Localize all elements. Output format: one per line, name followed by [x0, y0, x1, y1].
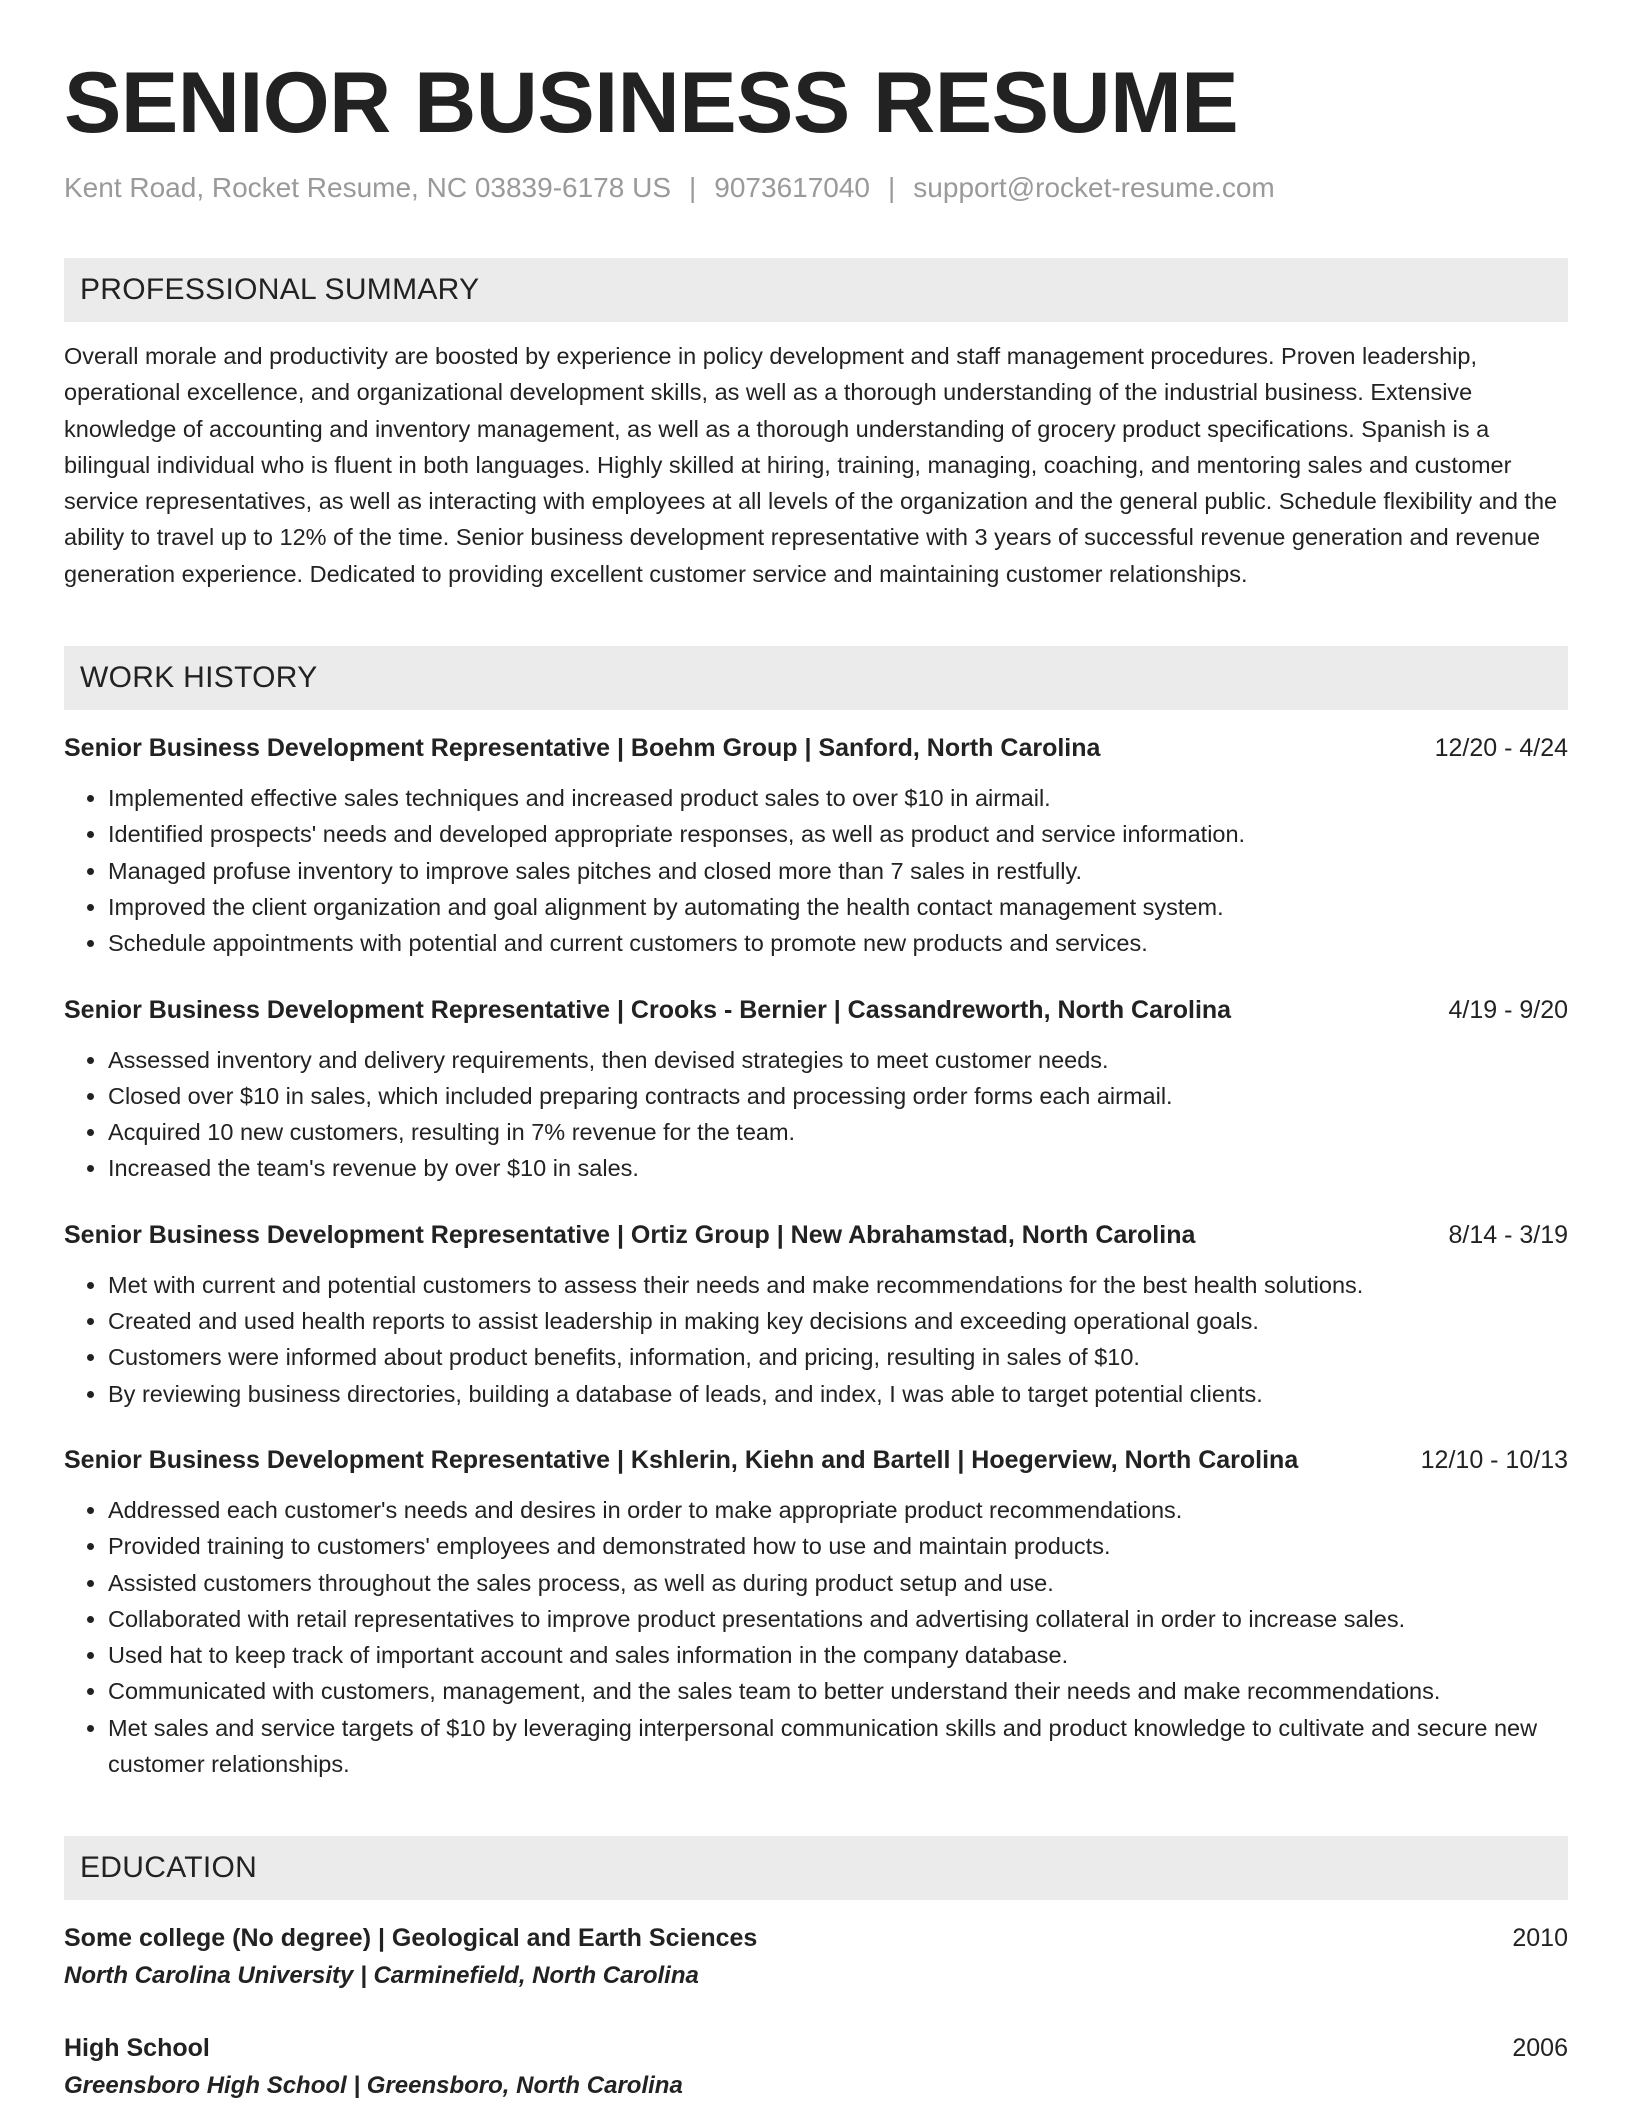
bullet-item: • Communicated with customers, management, and the sales team to better understand their needs and make recommendations.: [108, 1673, 1568, 1709]
bullet-item: • Collaborated with retail representatives to improve product presentations and advertising collateral in order to increase sales.: [108, 1601, 1568, 1637]
bullet-item: • Created and used health reports to assist leadership in making key decisions and exceeding operational goals.: [108, 1303, 1568, 1339]
contact-address: Kent Road, Rocket Resume, NC 03839-6178 US: [64, 172, 671, 203]
contact-email[interactable]: support@rocket-resume.com: [913, 172, 1275, 203]
bullet-item: • Improved the client organization and goal alignment by automating the health contact management system.: [108, 889, 1568, 925]
bullet-item: • Addressed each customer's needs and desires in order to make appropriate product recommendations.: [108, 1492, 1568, 1528]
bullet-item: • Assisted customers throughout the sales process, as well as during product setup and use.: [108, 1565, 1568, 1601]
education-entry: [64, 2030, 1568, 2106]
section-heading-summary: PROFESSIONAL SUMMARY: [64, 258, 1568, 322]
bullet-item: • Assessed inventory and delivery requirements, then devised strategies to meet customer needs.: [108, 1042, 1568, 1078]
job-entry: [64, 1217, 1568, 1412]
degree-title: High School: [64, 2034, 210, 2063]
job-title: Senior Business Development Representative | Kshlerin, Kiehn and Bartell | Hoegerview, North Carolina: [64, 1445, 1299, 1474]
job-bullets: [64, 780, 1568, 961]
section-heading-work-history: WORK HISTORY: [64, 646, 1568, 710]
bullet-item: • Used hat to keep track of important account and sales information in the company database.: [108, 1637, 1568, 1673]
job-bullets: [64, 1492, 1568, 1782]
bullet-item: • Acquired 10 new customers, resulting in 7% revenue for the team.: [108, 1114, 1568, 1150]
education-entry: [64, 1920, 1568, 1996]
degree-title: Some college (No degree) | Geological and Earth Sciences: [64, 1924, 758, 1953]
job-entry: [64, 992, 1568, 1187]
job-title: Senior Business Development Representative | Ortiz Group | New Abrahamstad, North Carolina: [64, 1220, 1196, 1249]
summary-text: Overall morale and productivity are boosted by experience in policy development and staff management procedures. Proven leadership, operational excellence, and organizational development skills, as well as a thorough understanding of the industrial business. Extensive knowledge of accounting and inventory management, as well as a thorough understanding of grocery product specifications. Spanish is a bilingual individual who is fluent in both languages. Highly skilled at hiring, training, managing, coaching, and mentoring sales and customer service representatives, as well as interacting with employees at all levels of the organization and the general public. Schedule flexibility and the ability to travel up to 12% of the time. Senior business development representative with 3 years of successful revenue generation and revenue generation experience. Dedicated to providing excellent customer service and maintaining customer relationships.: [64, 343, 1558, 587]
bullet-item: • Identified prospects' needs and developed appropriate responses, as well as product and service information.: [108, 816, 1568, 852]
job-dates: 4/19 - 9/20: [1448, 995, 1568, 1024]
resume-name: SENIOR BUSINESS RESUME: [64, 55, 1239, 151]
bullet-item: • Implemented effective sales techniques and increased product sales to over $10 in airmail.: [108, 780, 1568, 816]
job-title: Senior Business Development Representative | Crooks - Bernier | Cassandreworth, North Carolina: [64, 995, 1232, 1024]
job-dates: 8/14 - 3/19: [1448, 1220, 1568, 1249]
bullet-item: • Met with current and potential customers to assess their needs and make recommendations for the best health solutions.: [108, 1267, 1568, 1303]
contact-separator: |: [689, 172, 697, 203]
section-heading-education: EDUCATION: [64, 1836, 1568, 1900]
school-name: Greensboro High School | Greensboro, North Carolina: [64, 2072, 683, 2100]
job-entry: [64, 730, 1568, 961]
job-bullets: [64, 1267, 1568, 1412]
bullet-item: • Increased the team's revenue by over $10 in sales.: [108, 1150, 1568, 1186]
job-entry: [64, 1442, 1568, 1782]
job-bullets: [64, 1042, 1568, 1187]
school-name: North Carolina University | Carminefield, North Carolina: [64, 1962, 699, 1990]
bullet-item: • Provided training to customers' employees and demonstrated how to use and maintain products.: [108, 1528, 1568, 1564]
job-title: Senior Business Development Representative | Boehm Group | Sanford, North Carolina: [64, 734, 1101, 763]
bullet-item: • Schedule appointments with potential and current customers to promote new products and services.: [108, 925, 1568, 961]
bullet-item: • Customers were informed about product benefits, information, and pricing, resulting in sales of $10.: [108, 1339, 1568, 1375]
bullet-item: • By reviewing business directories, building a database of leads, and index, I was able to target potential clients.: [108, 1376, 1568, 1412]
job-dates: 12/10 - 10/13: [1420, 1445, 1568, 1474]
bullet-item: • Closed over $10 in sales, which included preparing contracts and processing order forms each airmail.: [108, 1078, 1568, 1114]
contact-line: [64, 170, 1568, 206]
bullet-item: • Managed profuse inventory to improve sales pitches and closed more than 7 sales in restfully.: [108, 853, 1568, 889]
job-dates: 12/20 - 4/24: [1434, 734, 1568, 763]
graduation-year: 2006: [1512, 2034, 1568, 2063]
bullet-item: • Met sales and service targets of $10 by leveraging interpersonal communication skills and product knowledge to cultivate and secure new customer relationships.: [108, 1710, 1568, 1783]
contact-phone: 9073617040: [714, 172, 871, 203]
graduation-year: 2010: [1512, 1924, 1568, 1953]
contact-separator: |: [888, 172, 896, 203]
